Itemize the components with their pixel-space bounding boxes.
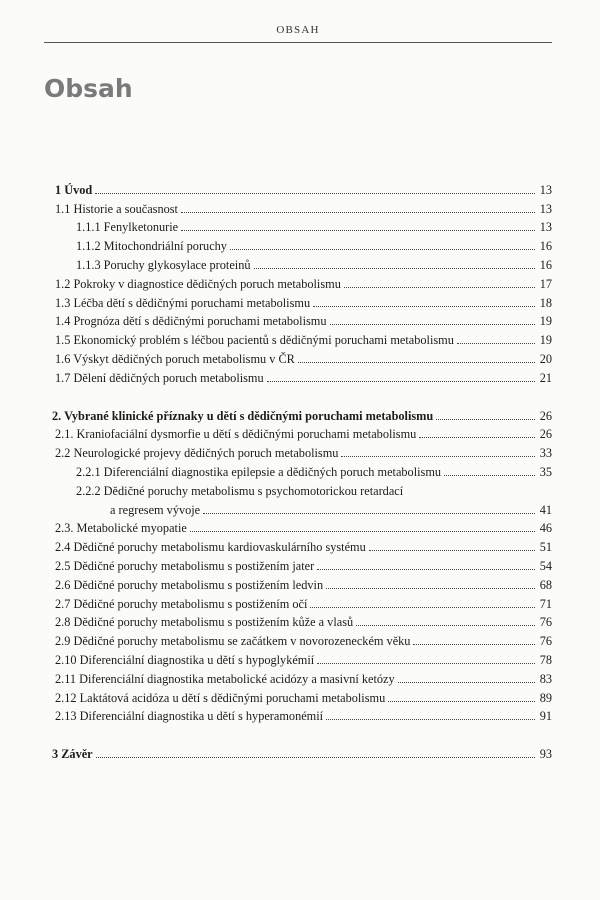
toc-leader-dots: [95, 193, 535, 194]
table-of-contents: [52, 178, 552, 762]
toc-entry-page: 83: [539, 671, 552, 686]
toc-leader-dots: [181, 212, 535, 213]
toc-entry-label: 2.10 Diferenciální diagnostika u dětí s hypoglykémií: [55, 652, 315, 667]
toc-leader-dots: [326, 588, 535, 589]
header-rule: [44, 42, 552, 43]
toc-entry[interactable]: [55, 310, 552, 329]
toc-entry[interactable]: [55, 272, 552, 291]
toc-entry[interactable]: [55, 554, 552, 573]
toc-leader-dots: [267, 381, 535, 382]
toc-entry[interactable]: [55, 705, 552, 724]
toc-leader-dots: [457, 343, 535, 344]
toc-entry-label: 1.1.3 Poruchy glykosylace proteinů: [76, 257, 251, 272]
toc-entry-label: 2.2 Neurologické projevy dědičných poruch metabolismu: [55, 446, 339, 461]
toc-entry-label: 1.1.1 Fenylketonurie: [76, 220, 179, 235]
toc-entry[interactable]: [55, 234, 552, 253]
toc-entry-label: 1.3 Léčba dětí s dědičnými poruchami metabolismu: [55, 295, 311, 310]
toc-entry-page: 68: [539, 577, 552, 592]
toc-leader-dots: [344, 287, 535, 288]
toc-entry-label: 2.4 Dědičné poruchy metabolismu kardiovaskulárního systému: [55, 540, 366, 555]
toc-entry-label: 1 Úvod: [55, 182, 93, 197]
toc-entry-page: 78: [539, 652, 552, 667]
toc-entry[interactable]: [55, 479, 552, 498]
toc-leader-dots: [413, 644, 535, 645]
toc-entry[interactable]: [55, 253, 552, 272]
toc-entry-label: 2.2.2 Dědičné poruchy metabolismu s psychomotorickou retardací: [76, 483, 404, 498]
toc-leader-dots: [444, 475, 535, 476]
toc-entry-label: 2.6 Dědičné poruchy metabolismu s postižením ledvin: [55, 577, 324, 592]
toc-entry[interactable]: [55, 366, 552, 385]
toc-entry-label: 1.2 Pokroky v diagnostice dědičných poruch metabolismu: [55, 276, 341, 291]
toc-entry-page: 51: [539, 540, 552, 555]
toc-leader-dots: [181, 230, 535, 231]
toc-entry-page: 17: [539, 276, 552, 291]
toc-leader-dots: [330, 324, 535, 325]
toc-entry-label: 2.3. Metabolické myopatie: [55, 521, 187, 536]
toc-entry-page: 16: [539, 257, 552, 272]
toc-leader-dots: [326, 719, 535, 720]
toc-leader-dots: [356, 625, 535, 626]
toc-entry-page: 19: [539, 314, 552, 329]
toc-entry-label: a regresem vývoje: [110, 502, 201, 517]
toc-entry-page: 26: [539, 427, 552, 442]
toc-entry-page: 21: [539, 370, 552, 385]
toc-entry[interactable]: [55, 629, 552, 648]
toc-leader-dots: [398, 682, 535, 683]
toc-entry-page: 54: [539, 558, 552, 573]
toc-entry-label: 2.7 Dědičné poruchy metabolismu s postižením očí: [55, 596, 308, 611]
toc-entry[interactable]: [55, 347, 552, 366]
toc-entry[interactable]: [55, 460, 552, 479]
toc-entry-label: 2.5 Dědičné poruchy metabolismu s postižením jater: [55, 558, 315, 573]
toc-entry-page: 89: [539, 690, 552, 705]
toc-entry-label: 2. Vybrané klinické příznaky u dětí s dědičnými poruchami metabolismu: [52, 408, 434, 423]
toc-entry[interactable]: [55, 216, 552, 235]
toc-entry-page: 19: [539, 333, 552, 348]
toc-entry-page: 33: [539, 446, 552, 461]
toc-leader-dots: [419, 437, 535, 438]
toc-entry-page: 20: [539, 351, 552, 366]
toc-leader-dots: [96, 757, 535, 758]
toc-entry-label: 2.12 Laktátová acidóza u dětí s dědičnými poruchami metabolismu: [55, 690, 386, 705]
toc-entry-label: 3 Závěr: [52, 747, 93, 762]
toc-entry-page: 35: [539, 464, 552, 479]
toc-entry-label: 1.5 Ekonomický problém s léčbou pacientů s dědičnými poruchami metabolismu: [55, 333, 454, 348]
toc-entry[interactable]: [52, 742, 552, 761]
toc-entry-page: 93: [539, 747, 552, 762]
toc-leader-dots: [190, 531, 535, 532]
toc-entry[interactable]: [55, 611, 552, 630]
toc-entry[interactable]: [55, 686, 552, 705]
toc-entry-page: 26: [539, 408, 552, 423]
toc-entry-page: 13: [539, 220, 552, 235]
toc-entry[interactable]: [55, 328, 552, 347]
toc-entry[interactable]: [55, 423, 552, 442]
toc-entry-label: 1.4 Prognóza dětí s dědičnými poruchami metabolismu: [55, 314, 327, 329]
toc-entry[interactable]: [55, 178, 552, 197]
toc-leader-dots: [254, 268, 535, 269]
toc-entry[interactable]: [55, 535, 552, 554]
toc-entry-page: 76: [539, 634, 552, 649]
toc-entry-label: 2.8 Dědičné poruchy metabolismu s postižením kůže a vlasů: [55, 615, 354, 630]
toc-entry-label: 2.2.1 Diferenciální diagnostika epilepsie a dědičných poruch metabolismu: [76, 464, 442, 479]
toc-entry-page: 13: [539, 201, 552, 216]
toc-entry-page: 71: [539, 596, 552, 611]
toc-leader-dots: [436, 419, 535, 420]
toc-entry-label: 1.6 Výskyt dědičných poruch metabolismu v ČR: [55, 351, 295, 366]
toc-leader-dots: [317, 569, 535, 570]
toc-entry[interactable]: [55, 517, 552, 536]
toc-entry-page: 16: [539, 239, 552, 254]
toc-entry-page: 91: [539, 709, 552, 724]
toc-leader-dots: [310, 607, 535, 608]
toc-leader-dots: [388, 701, 535, 702]
toc-entry[interactable]: [55, 441, 552, 460]
toc-entry[interactable]: [52, 404, 552, 423]
running-head: OBSAH: [276, 24, 320, 36]
toc-entry[interactable]: [55, 667, 552, 686]
toc-entry-page: 76: [539, 615, 552, 630]
toc-entry-continuation[interactable]: [55, 498, 552, 517]
toc-entry-label: 2.1. Kraniofaciální dysmorfie u dětí s dědičnými poruchami metabolismu: [55, 427, 417, 442]
toc-leader-dots: [298, 362, 535, 363]
toc-entry-label: 1.1 Historie a současnost: [55, 201, 178, 216]
toc-entry-label: 2.9 Dědičné poruchy metabolismu se začátkem v novorozeneckém věku: [55, 634, 411, 649]
toc-leader-dots: [317, 663, 535, 664]
toc-entry-page: 13: [539, 182, 552, 197]
toc-entry-label: 2.13 Diferenciální diagnostika u dětí s hyperamonémií: [55, 709, 324, 724]
toc-entry-page: 46: [539, 521, 552, 536]
toc-entry[interactable]: [55, 592, 552, 611]
toc-entry-page: 41: [539, 502, 552, 517]
toc-entry[interactable]: [55, 648, 552, 667]
page-title: Obsah: [44, 74, 133, 103]
toc-leader-dots: [203, 513, 535, 514]
toc-leader-dots: [230, 249, 535, 250]
toc-leader-dots: [313, 306, 535, 307]
toc-leader-dots: [341, 456, 535, 457]
toc-entry-label: 2.11 Diferenciální diagnostika metabolické acidózy a masivní ketózy: [55, 671, 395, 686]
toc-entry-label: 1.1.2 Mitochondriální poruchy: [76, 239, 227, 254]
toc-entry-label: 1.7 Dělení dědičných poruch metabolismu: [55, 370, 264, 385]
toc-entry-page: 18: [539, 295, 552, 310]
toc-leader-dots: [369, 550, 535, 551]
toc-entry[interactable]: [55, 197, 552, 216]
toc-entry[interactable]: [55, 291, 552, 310]
toc-entry[interactable]: [55, 573, 552, 592]
